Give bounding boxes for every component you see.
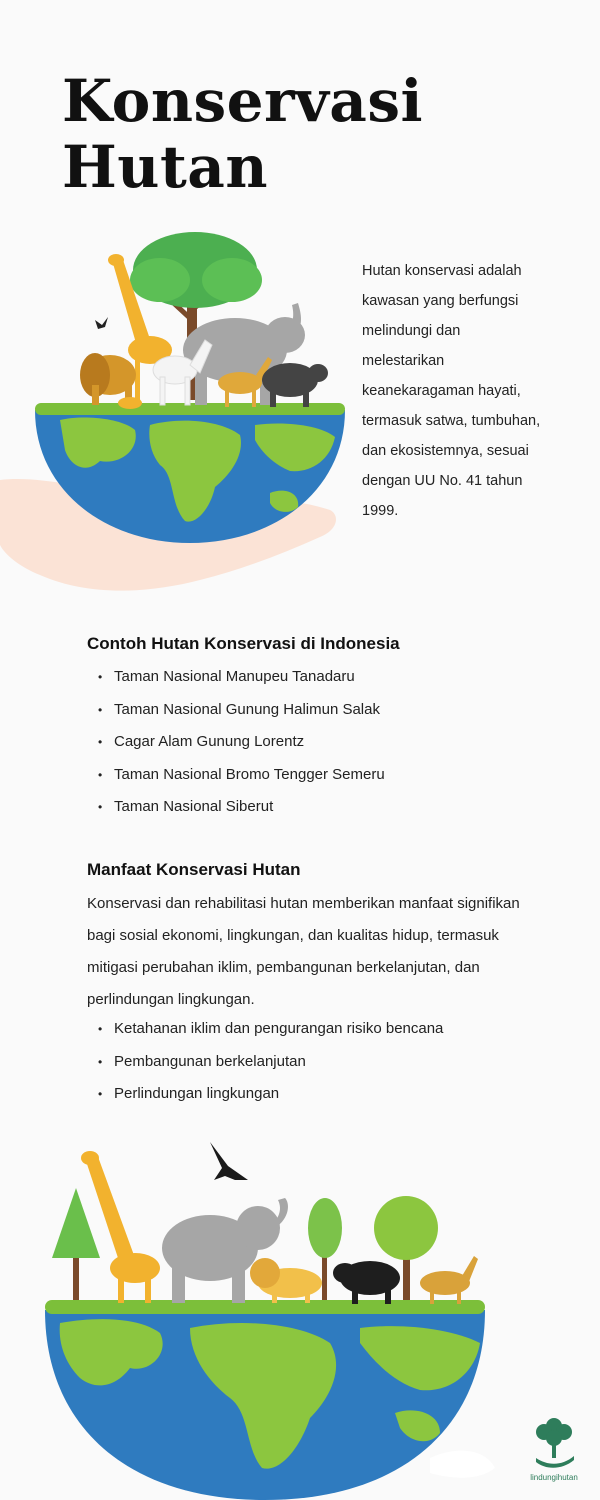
fox-icon <box>118 397 142 409</box>
bullet-icon: • <box>98 800 103 814</box>
benefits-list <box>98 1013 443 1111</box>
giraffe-icon <box>81 1151 160 1303</box>
eagle-icon <box>210 1142 248 1180</box>
bottom-illustration <box>0 1128 600 1500</box>
list-item: • Taman Nasional Manupeu Tanadaru <box>98 661 385 694</box>
paragraph-line: perlindungan lingkungan. <box>87 991 255 1008</box>
intro-line: 1999. <box>362 503 399 519</box>
examples-list <box>98 661 385 824</box>
bullet-icon: • <box>98 1054 103 1069</box>
brand-logo <box>522 1412 586 1492</box>
list-item: • Taman Nasional Siberut <box>98 791 385 824</box>
tree-hand-icon <box>530 1412 578 1470</box>
bullet-icon: • <box>98 670 103 684</box>
buffalo-icon <box>333 1261 400 1304</box>
list-item: • Ketahanan iklim dan pengurangan risiko bencana <box>98 1013 443 1046</box>
list-item: • Perlindungan lingkungan <box>98 1078 443 1111</box>
benefits-heading: Manfaat Konservasi Hutan <box>87 860 301 879</box>
title-line-2: Hutan <box>62 133 269 201</box>
paragraph-line: Konservasi dan rehabilitasi hutan memberikan manfaat signifikan <box>87 895 520 912</box>
paragraph-line: mitigasi perubahan iklim, pembangunan berkelanjutan, dan <box>87 959 480 976</box>
bullet-icon: • <box>98 1022 103 1036</box>
bullet-icon: • <box>98 767 103 782</box>
paragraph-line: bagi sosial ekonomi, lingkungan, dan kualitas hidup, termasuk <box>87 927 499 944</box>
tree-icon <box>52 1188 100 1300</box>
brand-name: lindungihutan <box>530 1473 578 1482</box>
list-item: • Taman Nasional Bromo Tengger Semeru <box>98 759 385 792</box>
intro-line: melestarikan <box>362 353 445 369</box>
benefits-paragraph <box>87 888 587 1016</box>
buffalo-icon <box>262 363 328 407</box>
bullet-icon: • <box>98 702 103 717</box>
lion-icon <box>250 1258 322 1303</box>
list-item: • Pembangunan berkelanjutan <box>98 1046 443 1079</box>
intro-line: melindungi dan <box>362 323 461 339</box>
intro-line: keanekaragaman hayati, <box>362 383 521 399</box>
intro-line: termasuk satwa, tumbuhan, <box>362 413 541 429</box>
page-title <box>62 68 423 200</box>
intro-text <box>362 256 577 526</box>
intro-line: Hutan konservasi adalah <box>362 263 522 279</box>
bullet-icon: • <box>98 735 103 749</box>
bullet-icon: • <box>98 1087 103 1101</box>
bird-icon <box>95 317 108 329</box>
intro-line: kawasan yang berfungsi <box>362 293 519 309</box>
deer-icon <box>420 1256 478 1304</box>
examples-heading: Contoh Hutan Konservasi di Indonesia <box>87 634 400 653</box>
intro-line: dengan UU No. 41 tahun <box>362 473 523 489</box>
hero-illustration <box>0 225 360 605</box>
title-line-1: Konservasi <box>62 67 424 135</box>
intro-line: dan ekosistemnya, sesuai <box>362 443 529 459</box>
list-item: • Taman Nasional Gunung Halimun Salak <box>98 694 385 727</box>
list-item: • Cagar Alam Gunung Lorentz <box>98 726 385 759</box>
